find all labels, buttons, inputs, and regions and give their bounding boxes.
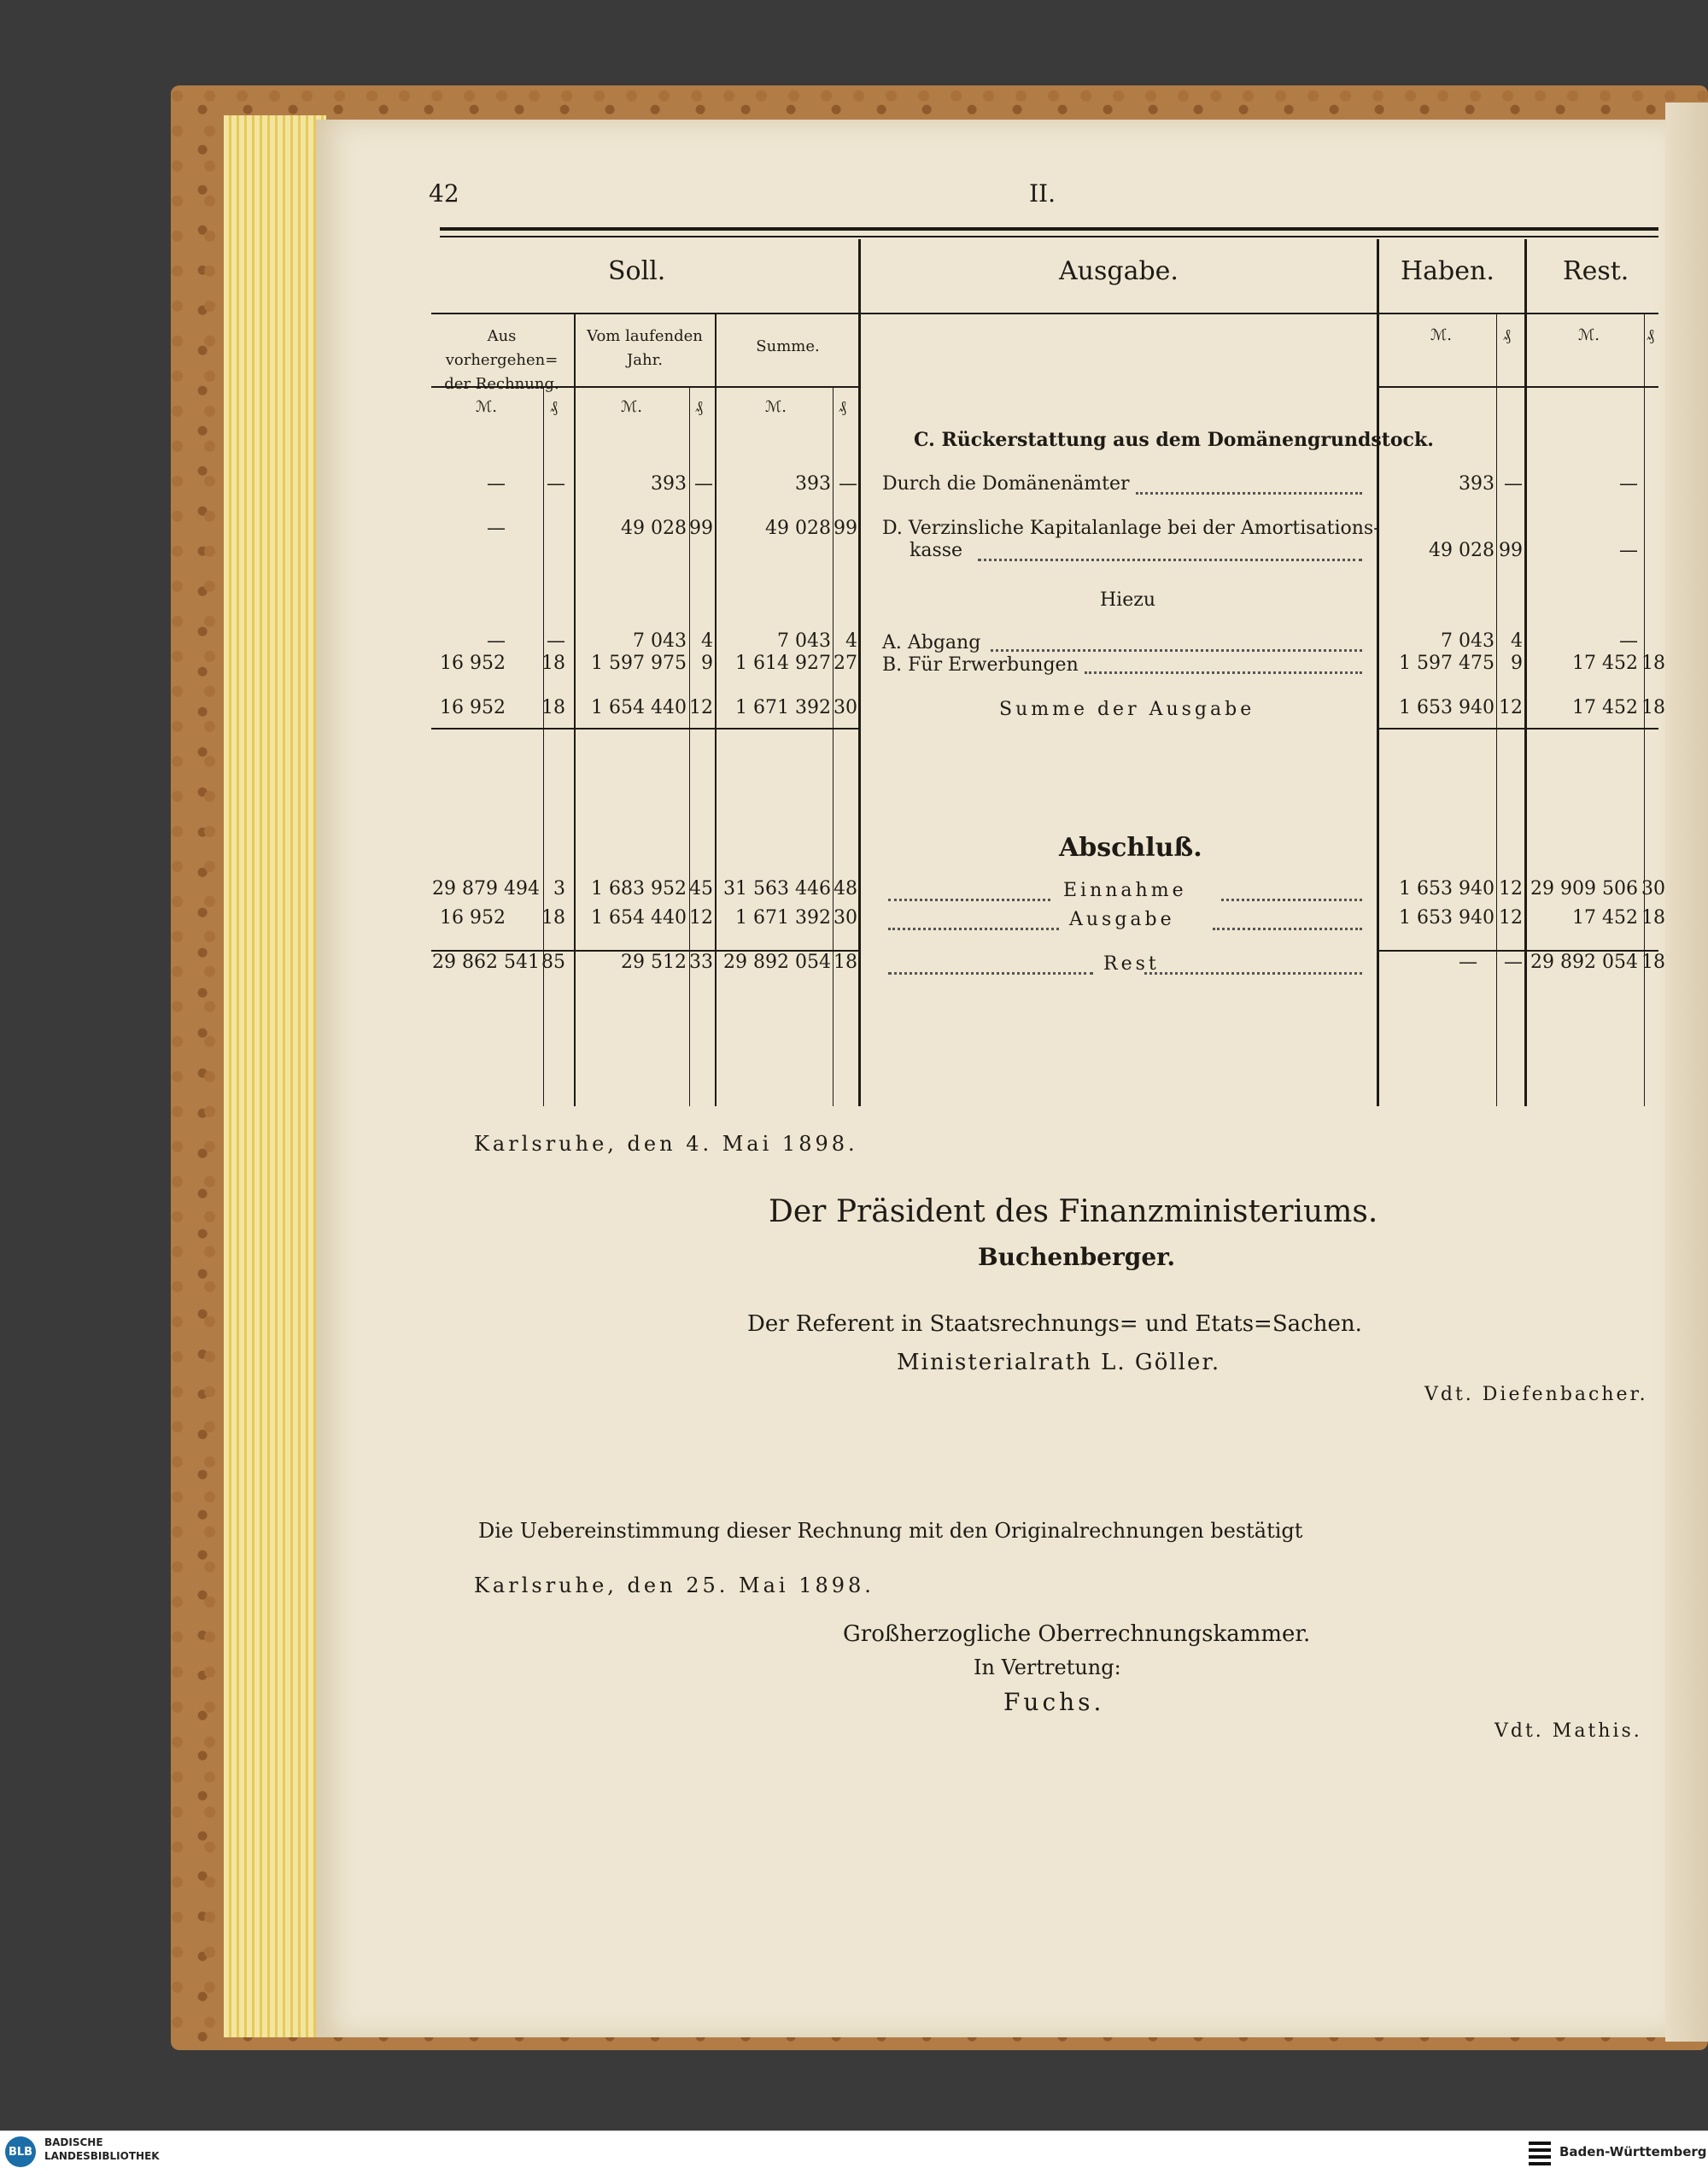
cell-haben-pf: 12 (1499, 697, 1523, 718)
cell-sum: 49 028 (765, 518, 831, 539)
leader-dots (888, 972, 1093, 975)
cell-sum-pf: 4 (845, 630, 857, 652)
cell-cur: 1 683 952 (591, 878, 687, 899)
cell-prev: 16 952 (440, 653, 506, 674)
cell-haben: — (1459, 952, 1477, 973)
unit-mark: ℳ. (765, 398, 787, 416)
pf-mark: ₰ (550, 398, 558, 416)
row-desc-sum: Summe der Ausgabe (999, 699, 1255, 720)
leader-dots (978, 559, 1362, 561)
baden-wuerttemberg-crest-icon[interactable] (1529, 2138, 1551, 2165)
cell-cur: 1 654 440 (591, 697, 687, 718)
row-desc-cont: kasse (910, 540, 963, 561)
cell-haben: 1 653 940 (1399, 878, 1494, 899)
cell-sum-pf: 27 (834, 653, 857, 674)
pf-mark: ₰ (1647, 326, 1654, 344)
cell-cur-pf: — (694, 473, 713, 495)
sum-rule-right (1378, 728, 1658, 730)
cell-sum: 1 671 392 (735, 697, 831, 718)
vdt-signature: Vdt. Diefenbacher. (1424, 1384, 1648, 1405)
cell-sum: 29 892 054 (723, 952, 831, 973)
chamber-title: Großherzogliche Oberrechnungskammer. (843, 1621, 1311, 1647)
page-edges (224, 115, 326, 2037)
cell-rest: — (1619, 630, 1638, 652)
leader-dots (1213, 928, 1362, 930)
cell-sum-pf: 48 (834, 878, 857, 899)
cell-prev-pf: 18 (541, 907, 565, 929)
cell-sum: 1 671 392 (735, 907, 831, 929)
abschluss-heading: Abschluß. (1059, 833, 1202, 863)
baden-wuerttemberg-text[interactable]: Baden-Württemberg (1559, 2144, 1707, 2159)
cell-cur-pf: 4 (701, 630, 713, 652)
cell-rest: — (1619, 540, 1638, 561)
cell-haben-pf: 12 (1499, 907, 1523, 929)
cell-prev-pf: — (547, 473, 565, 495)
cell-prev-pf: 3 (553, 878, 565, 899)
cell-cur: 1 597 975 (591, 653, 687, 674)
col-line (1496, 313, 1497, 1106)
cell-haben: 1 597 475 (1399, 653, 1494, 674)
group-soll: Soll. (608, 256, 666, 286)
col-line (689, 386, 690, 1106)
in-vertretung: In Vertretung: (974, 1655, 1121, 1679)
col-line (574, 313, 576, 1106)
leader-dots (1144, 972, 1362, 975)
cell-rest-pf: 18 (1641, 697, 1665, 718)
cell-cur: 7 043 (633, 630, 687, 652)
cell-cur: 393 (651, 473, 687, 495)
cell-cur: 1 654 440 (591, 907, 687, 929)
cell-haben: 1 653 940 (1399, 907, 1494, 929)
cell-rest-pf: 18 (1641, 907, 1665, 929)
cell-sum: 393 (795, 473, 831, 495)
cell-prev-pf: 18 (541, 697, 565, 718)
cell-rest-pf: 18 (1641, 653, 1665, 674)
cell-haben: 393 (1459, 473, 1494, 495)
cell-rest: 17 452 (1572, 653, 1638, 674)
cell-rest: — (1619, 473, 1638, 495)
soll-col-prev: Aus vorhergehen= der Rechnung. (444, 327, 559, 393)
cell-sum: 1 614 927 (735, 653, 831, 674)
leader-dots (991, 649, 1362, 652)
cell-rest-pf: 18 (1641, 952, 1665, 973)
pf-mark: ₰ (1503, 326, 1511, 344)
cell-prev: 29 862 541 (432, 952, 540, 973)
cell-cur-pf: 33 (689, 952, 713, 973)
cell-prev-pf: 85 (541, 952, 565, 973)
cell-rest: 17 452 (1572, 907, 1638, 929)
cell-cur: 29 512 (621, 952, 687, 973)
cell-prev: 16 952 (440, 697, 506, 718)
cell-prev-pf: — (547, 630, 565, 652)
vdt-signature-2: Vdt. Mathis. (1494, 1720, 1642, 1742)
cell-haben-pf: 4 (1511, 630, 1523, 652)
cell-prev-pf: 18 (541, 653, 565, 674)
cell-cur-pf: 12 (689, 697, 713, 718)
cell-haben-pf: 99 (1499, 540, 1523, 561)
abschluss-desc: Einnahme (1063, 880, 1187, 901)
cell-sum-pf: 18 (834, 952, 857, 973)
leader-dots (1085, 671, 1362, 674)
cell-haben-pf: — (1504, 473, 1523, 495)
row-desc: D. Verzinsliche Kapitalanlage bei der Amortisations- (882, 518, 1380, 539)
row-desc: C. Rückerstattung aus dem Domänengrundstock. (914, 429, 1434, 451)
cell-rest: 29 892 054 (1530, 952, 1638, 973)
right-page-edge (1665, 103, 1708, 2042)
unit-mark: ℳ. (621, 398, 642, 416)
referent-name: Ministerialrath L. Göller. (897, 1350, 1221, 1375)
cell-rest: 29 909 506 (1530, 878, 1638, 899)
row-heading: Hiezu (1100, 589, 1156, 611)
subheader-rule-right (1378, 386, 1658, 388)
group-haben: Haben. (1401, 256, 1494, 286)
cell-rest: 17 452 (1572, 697, 1638, 718)
viewer-footer (0, 2130, 1708, 2174)
cell-cur-pf: 45 (689, 878, 713, 899)
place-date: Karlsruhe, den 4. Mai 1898. (474, 1132, 858, 1156)
cell-prev: 29 879 494 (432, 878, 540, 899)
section-number: II. (1029, 179, 1056, 208)
place-date-2: Karlsruhe, den 25. Mai 1898. (474, 1573, 874, 1597)
unit-mark: ℳ. (476, 398, 497, 416)
referent-title: Der Referent in Staatsrechnungs= und Etats=Sachen. (747, 1311, 1362, 1337)
unit-mark: ℳ. (1430, 326, 1452, 344)
cell-haben-pf: — (1504, 952, 1523, 973)
table-top-rule-2 (440, 236, 1658, 237)
cell-cur: 49 028 (621, 518, 687, 539)
cell-prev: — (487, 518, 506, 539)
cell-prev: 16 952 (440, 907, 506, 929)
leader-dots (1221, 899, 1362, 901)
cell-rest-pf: 30 (1641, 878, 1665, 899)
pf-mark: ₰ (695, 398, 703, 416)
cell-cur-pf: 99 (689, 518, 713, 539)
cell-haben: 7 043 (1441, 630, 1494, 652)
cell-cur-pf: 12 (689, 907, 713, 929)
col-line (1377, 239, 1379, 1106)
pf-mark: ₰ (839, 398, 846, 416)
cell-sum: 7 043 (777, 630, 831, 652)
header-rule (431, 313, 1658, 314)
row-desc: Durch die Domänenämter (882, 473, 1130, 495)
cell-prev: — (487, 630, 506, 652)
cell-sum: 31 563 446 (723, 878, 831, 899)
sum-rule-left (431, 728, 858, 730)
leader-dots (888, 899, 1050, 901)
soll-col-current: Vom laufenden Jahr. (587, 327, 703, 369)
blb-logo-text[interactable]: BADISCHE LANDESBIBLIOTHEK (44, 2136, 160, 2162)
soll-col-sum: Summe. (756, 337, 820, 355)
col-line (858, 239, 861, 1106)
cell-haben-pf: 9 (1511, 653, 1523, 674)
scanned-page (316, 120, 1665, 2037)
cell-haben: 1 653 940 (1399, 697, 1494, 718)
unit-mark: ℳ. (1578, 326, 1600, 344)
blb-logo-icon[interactable]: BLB (5, 2136, 36, 2167)
cell-prev: — (487, 473, 506, 495)
leader-dots (1136, 492, 1362, 495)
president-title: Der Präsident des Finanzministeriums. (769, 1194, 1378, 1229)
col-line (543, 386, 544, 1106)
cell-haben-pf: 12 (1499, 878, 1523, 899)
cell-sum-pf: 99 (834, 518, 857, 539)
cell-sum-pf: — (839, 473, 857, 495)
col-line (833, 386, 834, 1106)
cell-haben: 49 028 (1429, 540, 1494, 561)
abschluss-desc: Rest (1103, 953, 1160, 975)
president-name: Buchenberger. (978, 1243, 1176, 1271)
group-rest: Rest. (1563, 256, 1629, 286)
page-number: 42 (429, 179, 459, 208)
confirmation-text: Die Uebereinstimmung dieser Rechnung mit den Originalrechnungen bestätigt (478, 1519, 1303, 1543)
cell-sum-pf: 30 (834, 697, 857, 718)
row-desc: B. Für Erwerbungen (882, 654, 1079, 676)
leader-dots (888, 928, 1059, 930)
cell-cur-pf: 9 (701, 653, 713, 674)
col-line (715, 313, 717, 1106)
table-top-rule (440, 227, 1658, 231)
cell-sum-pf: 30 (834, 907, 857, 929)
chamber-signatory: Fuchs. (1003, 1688, 1105, 1716)
abschluss-desc: Ausgabe (1069, 909, 1175, 930)
col-line (1524, 239, 1527, 1106)
group-ausgabe: Ausgabe. (1059, 256, 1179, 286)
row-desc: A. Abgang (882, 632, 981, 653)
